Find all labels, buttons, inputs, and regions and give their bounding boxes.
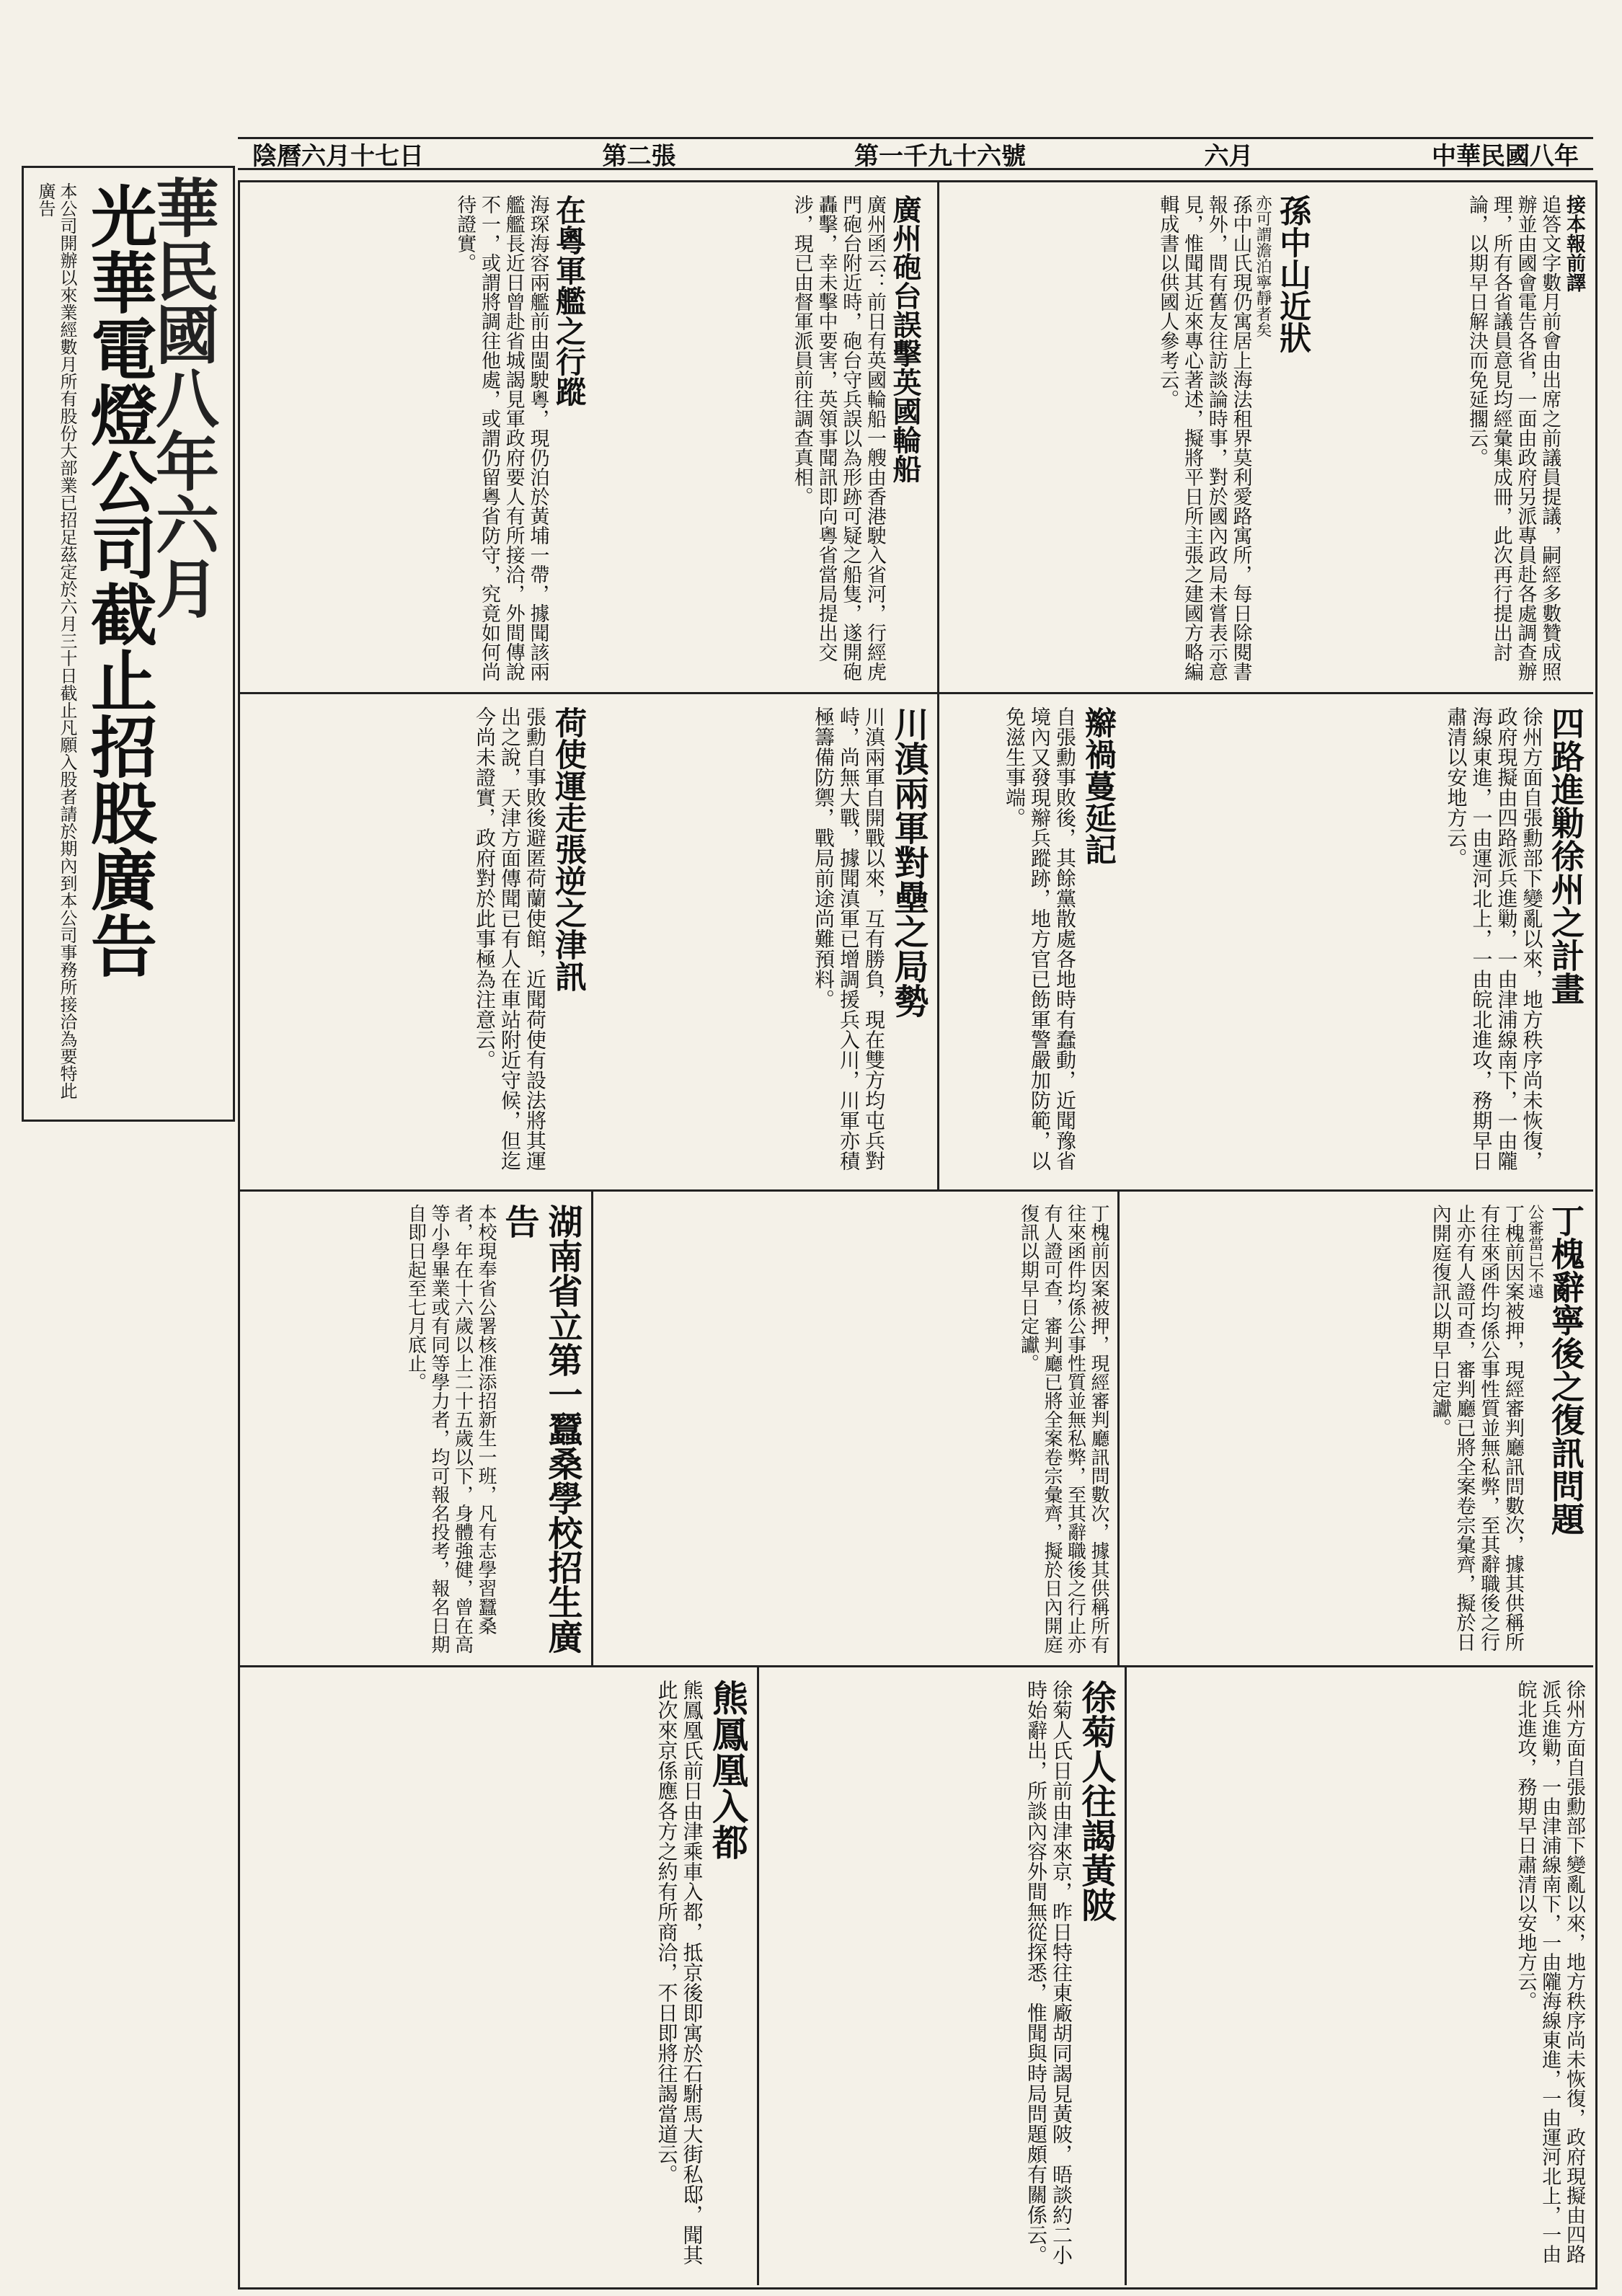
col-rule-5 [1125,1665,1127,2285]
article-a7-body: 川滇兩軍自開戰以來，互有勝負，現在雙方均屯兵對峙，尚無大戰，據聞滇軍已增調援兵入川，川軍亦積極籌備防禦，戰局前途尚難預料。 [812,706,886,1171]
masthead [238,137,1593,170]
col-rule-1 [937,180,939,1189]
article-a2-sub: 亦可謂澹泊寧靜者矣 [1254,195,1272,337]
issue-number: 第一千九十六號 [854,141,1026,171]
article-a11 [768,1680,1117,2278]
ad-body: 本公司開辦以來業經數月所有股份大部業已招足茲定於六月三十日截止凡願入股者請於期內到本公司事務所接洽為要特此廣告 [35,182,77,1099]
ad-banner: 華民國八年六月 [146,175,221,619]
band-rule-1 [238,692,1593,694]
article-a10-headline: 湖南省立第一蠶桑學校招生廣告 [499,1204,582,1654]
month-day: 六月 [1204,141,1254,171]
article-a1-mark: 接本報前譯 [1563,195,1585,292]
article-a6-body: 自張勳事敗後，其餘黨散處各地時有蠢動，近聞豫省境內又發現辮兵蹤跡，地方官已飭軍警嚴加防範，以免滋生事端。 [1003,706,1077,1171]
col-rule-2 [1117,1189,1120,1665]
article-a2-headline: 孫中山近狀 [1274,195,1311,353]
article-a4-headline: 在粵軍艦之行蹤 [551,195,587,407]
article-a4-body: 海琛海容兩艦前由閩駛粵，現仍泊於黃埔一帶，據聞該兩艦艦長近日曾赴省城謁見軍政府要人有所接洽，外間傳說不一，或謂將調往他處，或謂仍留粵省防守，究竟如何尚待證實。 [453,195,549,681]
article-a5-headline: 四路進勦徐州之計畫 [1546,706,1585,1005]
article-a4 [249,195,588,685]
article-a9-continued [606,1204,1110,1658]
article-a9-body: 丁槐前因案被押，現經審判廳訊問數次，據其供稱所有往來函件均係公事性質並無私弊，至其辭職後之行止亦有人證可查，審判廳已將全案卷宗彙齊，擬於日內開庭復訊以期早日定讞。 [1428,1204,1524,1652]
article-a1-body: 追答文字數月前會由出席之前議員提議，嗣經多數贊成照辦並由國會電告各省，一面由政府另派專員赴各處調查辦理，所有各省議員意見均經彙集成冊，此次再行提出討論，以期早日解決而免延擱云。 [1466,195,1561,681]
page-label: 第二張 [602,141,676,171]
band-rule-3 [238,1665,1593,1667]
article-a10-body: 本校現奉省公署核准添招新生一班，凡有志學習蠶桑者，年在十六歲以上二十五歲以下，身體強健，曾在高等小學畢業或有同等學力者，均可報名投考，報名日期自即日起至七月底止。 [404,1204,497,1654]
article-a9-body-cont: 丁槐前因案被押，現經審判廳訊問數次，據其供稱所有往來函件均係公事性質並無私弊，至其辭職後之行止亦有人證可查，審判廳已將全案卷宗彙齊，擬於日內開庭復訊以期早日定讞。 [1017,1204,1109,1654]
article-a9-headline: 丁槐辭寧後之復訊問題 [1546,1204,1585,1535]
band-rule-2 [238,1189,1593,1192]
article-a1 [1326,195,1586,685]
article-a2 [952,195,1312,685]
article-a8-headline: 荷使運走張逆之津訊 [549,706,586,992]
bottom-right-body: 徐州方面自張勳部下變亂以來，地方秩序尚未恢復，政府現擬由四路派兵進勦，一由津浦線南下，一由隴海線東進，一由運河北上，一由皖北進攻，務期早日肅清以安地方云。 [1514,1680,1585,2264]
ad-left [22,166,235,1122]
col-rule-4 [757,1665,759,2285]
article-a12-headline: 熊鳳凰入都 [706,1680,749,1860]
article-a11-body: 徐菊人氏日前由津來京，昨日特往東廠胡同謁見黃陂，晤談約二小時始辭出，所談內容外間無從探悉，惟聞與時局問題頗有關係云。 [1024,1680,1073,2265]
article-a3-body: 廣州函云：前日有英國輪船一艘由香港駛入省河，行經虎門砲台附近時，砲台守兵誤以為形跡可疑之船隻，遂開砲轟擊，幸未擊中要害，英領事聞訊即向粵省當局提出交涉，現已由督軍派員前往調查真相。 [790,195,886,681]
article-a8 [249,706,588,1182]
article-a9 [1132,1204,1586,1658]
article-a9-sub: 公審當已不遠 [1525,1204,1544,1299]
date-left: 中華民國八年 [1432,141,1579,171]
article-a7 [598,706,930,1182]
article-a6 [952,706,1117,1182]
col-rule-3 [591,1189,593,1665]
article-a2-body: 孫中山氏現仍寓居上海法租界莫利愛路寓所，每日除閱書報外，間有舊友往訪談論時事，對於國內政局未嘗表示意見，惟聞其近來專心著述，擬將平日所主張之建國方略編輯成書以供國人參考云。 [1156,195,1252,681]
article-a3 [598,195,923,685]
article-a6-headline: 辮禍蔓延記 [1079,706,1116,865]
article-a10 [249,1204,584,1658]
article-a12-body: 熊鳳凰氏前日由津乘車入都，抵京後即寓於石駙馬大街私邸，聞其此次來京係應各方之約有所商洽，不日即將往謁當道云。 [655,1680,704,2265]
article-a11-headline: 徐菊人往謁黃陂 [1076,1680,1116,1922]
ad-headline: 光華電燈公司截止招股廣告 [80,182,158,978]
bottom-right-block [1135,1680,1586,2278]
date-right: 陰曆六月十七日 [252,141,424,171]
article-a5 [1125,706,1586,1182]
article-a8-body: 張勳自事敗後避匿荷蘭使館，近聞荷使有設法將其運出之說，天津方面傳聞已有人在車站附近守候，但迄今尚未證實，政府對於此事極為注意云。 [473,706,547,1171]
article-a5-body: 徐州方面自張勳部下變亂以來，地方秩序尚未恢復，政府現擬由四路派兵進勦，一由津浦線南下，一由隴海線東進，一由運河北上，一由皖北進攻，務期早日肅清以安地方云。 [1444,706,1544,1171]
article-a12 [249,1680,750,2278]
article-a7-headline: 川滇兩軍對壘之局勢 [888,706,929,1018]
article-a3-headline: 廣州砲台誤擊英國輪船 [888,195,922,483]
